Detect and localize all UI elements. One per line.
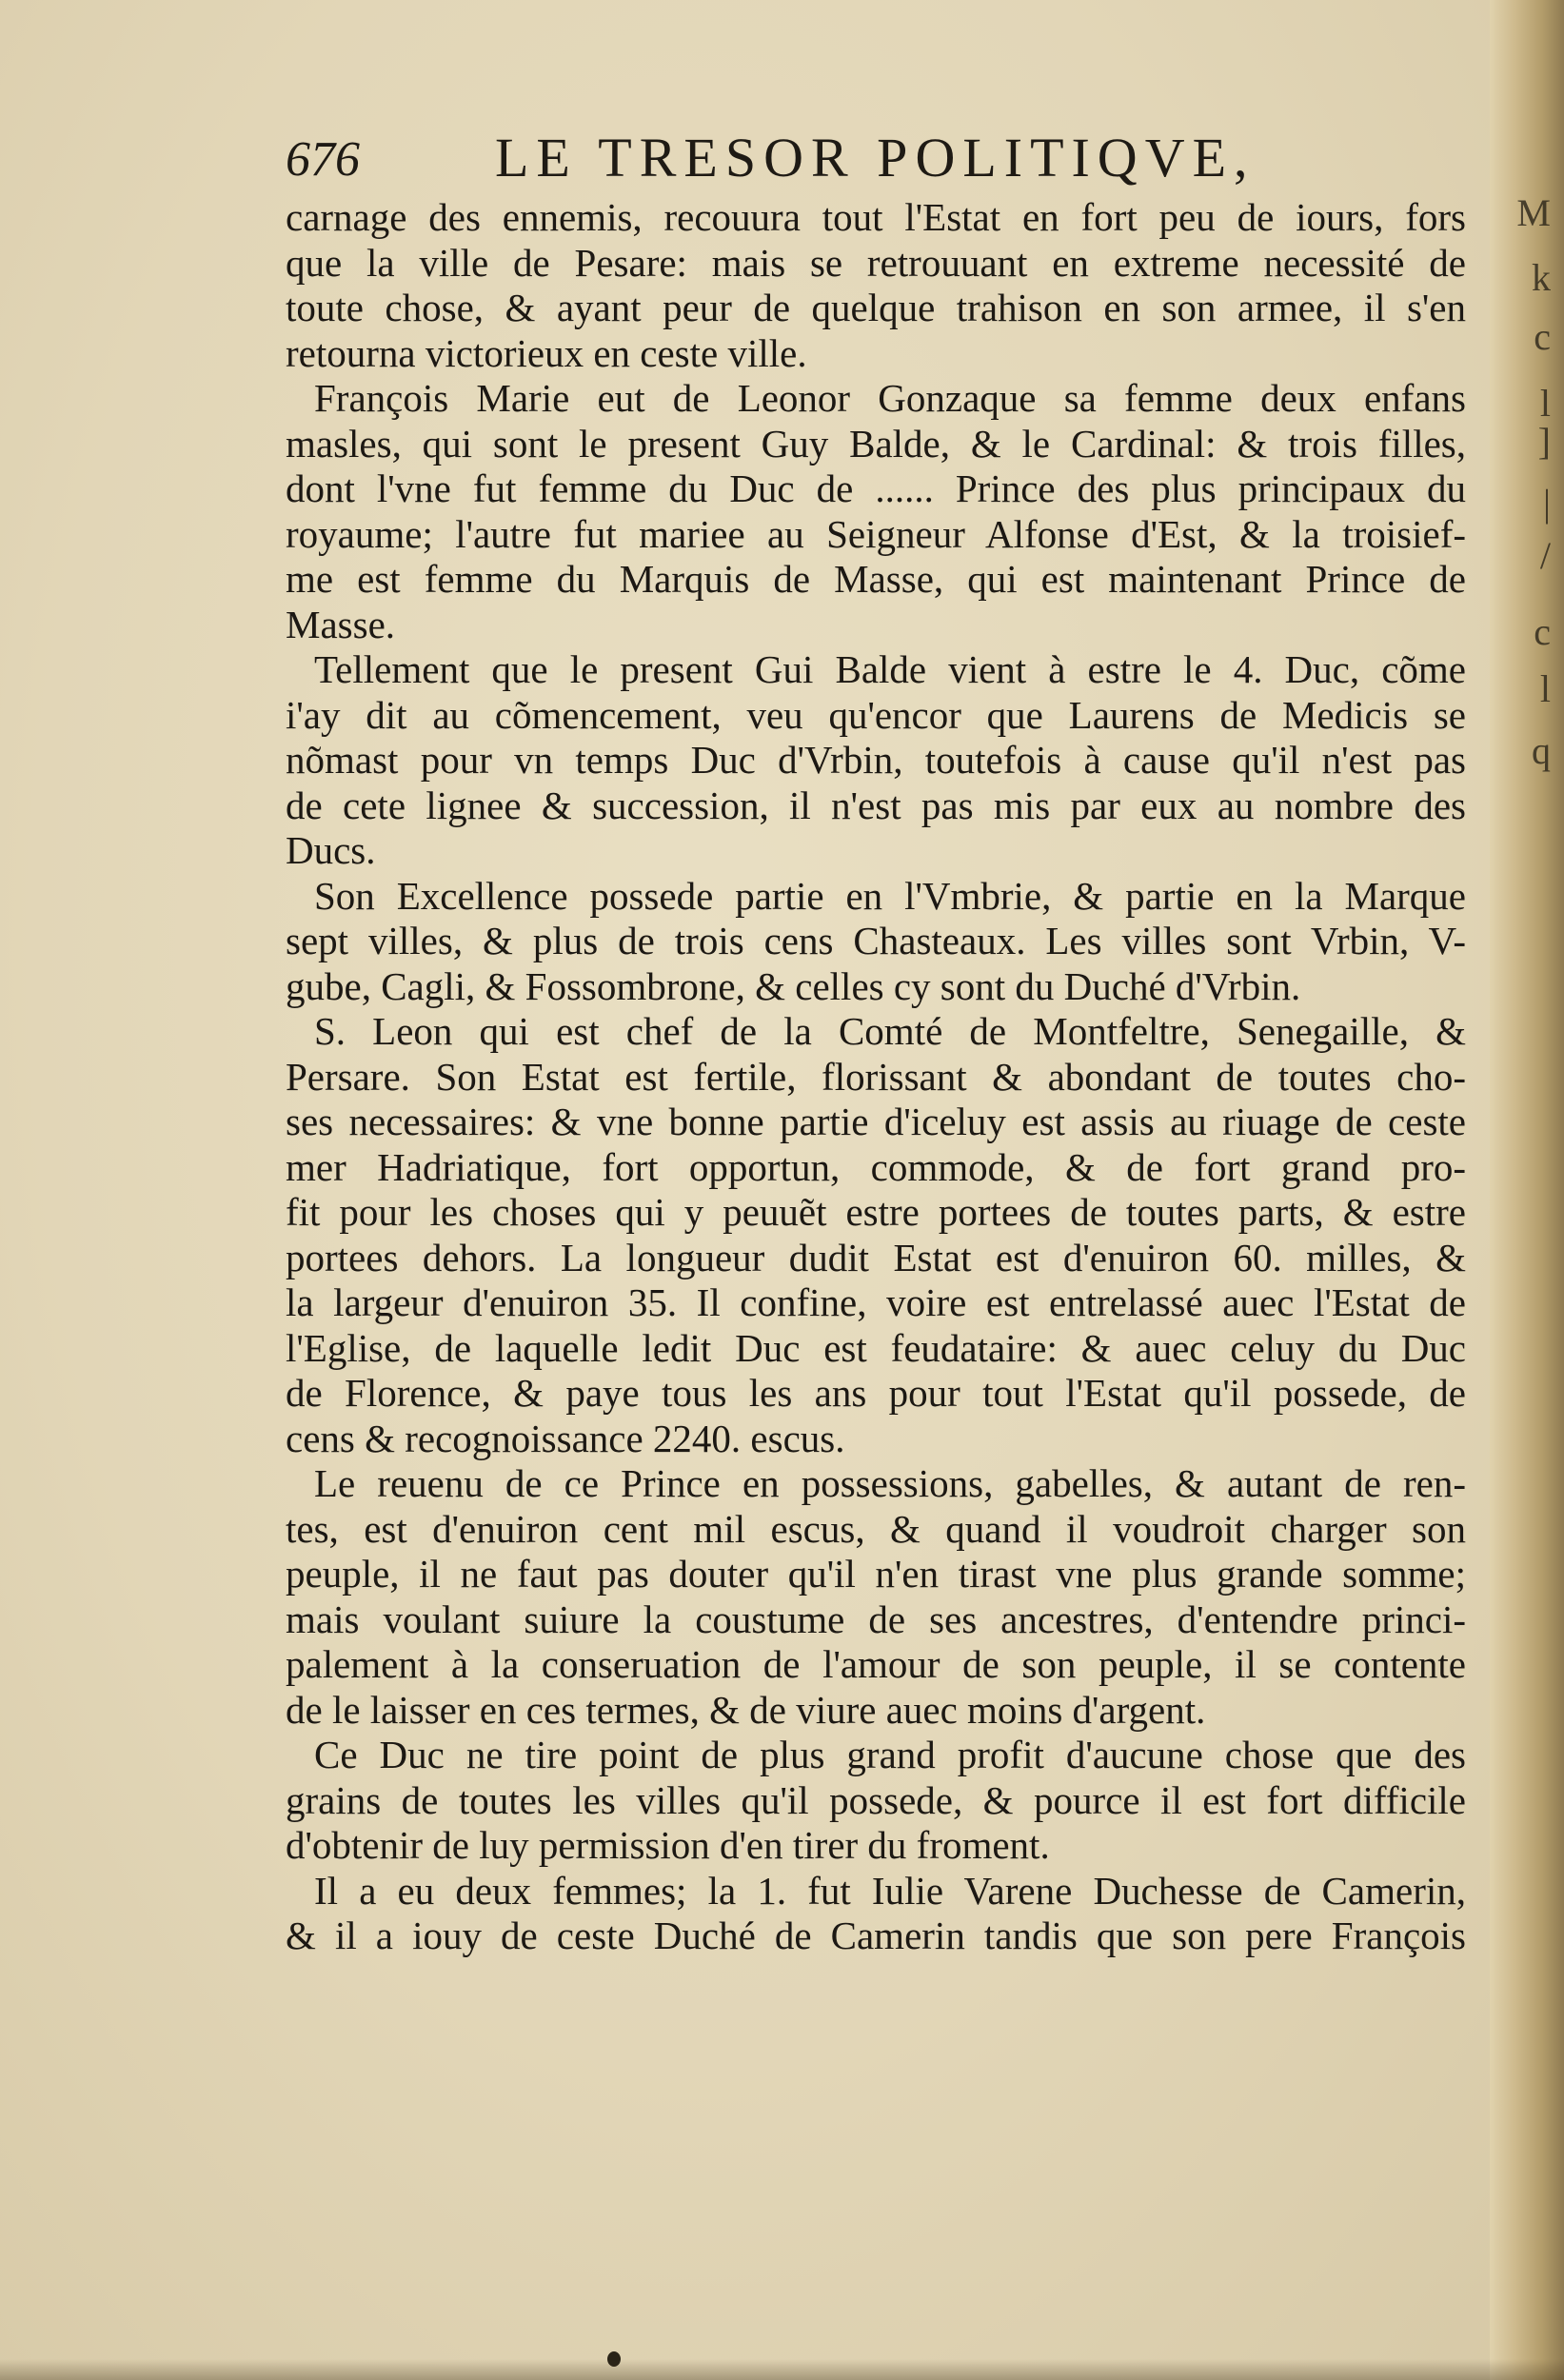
- text-line: Son Excellence possede partie en l'Vmbrie, & partie en la Marque: [314, 873, 1466, 918]
- text-line: tes, est d'enuiron cent mil escus, & quand il voudroit charger son: [286, 1506, 1466, 1551]
- text-line: nõmast pour vn temps Duc d'Vrbin, toutefois à cause qu'il n'est pas: [286, 738, 1466, 782]
- text-line: Le reuenu de ce Prince en possessions, gabelles, & autant de ren-: [314, 1461, 1466, 1505]
- text-line: de le laisser en ces termes, & de viure auec moins d'argent.: [286, 1687, 1206, 1732]
- text-line: i'ay dit au cõmencement, veu qu'encor que Laurens de Medicis se: [286, 692, 1466, 737]
- text-line: toute chose, & ayant peur de quelque trahison en son armee, il s'en: [286, 286, 1466, 329]
- text-line: Persare. Son Estat est fertile, florissant & abondant de toutes cho-: [286, 1054, 1466, 1099]
- page-number: 676: [286, 132, 360, 187]
- gutter-glyph: ]: [1537, 420, 1551, 463]
- text-line: que la ville de Pesare: mais se retrouuant en extreme necessité de: [286, 240, 1466, 285]
- facing-page-gutter: [1490, 0, 1564, 2380]
- text-line: royaume; l'autre fut mariee au Seigneur Alfonse d'Est, & la troisief-: [286, 511, 1466, 556]
- text-line: me est femme du Marquis de Masse, qui est maintenant Prince de: [286, 557, 1466, 601]
- text-line: la largeur d'enuiron 35. Il confine, voire est entrelassé auec l'Estat de: [286, 1280, 1466, 1324]
- text-line: Ducs.: [286, 828, 376, 872]
- text-line: & il a iouy de ceste Duché de Camerin tandis que son pere François: [286, 1914, 1466, 1957]
- text-line: fit pour les choses qui y peuuẽt estre portees de toutes parts, & estre: [286, 1190, 1466, 1234]
- text-line: carnage des ennemis, recouura tout l'Estat en fort peu de iours, fors: [286, 195, 1466, 239]
- text-line: sept villes, & plus de trois cens Chasteaux. Les villes sont Vrbin, V-: [286, 919, 1466, 962]
- text-line: S. Leon qui est chef de la Comté de Montfeltre, Senegaille, &: [314, 1009, 1466, 1053]
- gutter-glyph: k: [1532, 256, 1551, 299]
- text-line: mais voulant suiure la coustume de ses ancestres, d'entendre princi-: [286, 1597, 1466, 1641]
- gutter-glyph: q: [1532, 729, 1551, 772]
- gutter-glyph: |: [1542, 482, 1551, 525]
- text-line: Il a eu deux femmes; la 1. fut Iulie Varene Duchesse de Camerin,: [314, 1868, 1466, 1913]
- gutter-glyph: c: [1534, 315, 1551, 358]
- text-line: l'Eglise, de laquelle ledit Duc est feudataire: & auec celuy du Duc: [286, 1325, 1466, 1370]
- text-line: masles, qui sont le present Guy Balde, & le Cardinal: & trois filles,: [286, 421, 1466, 466]
- gutter-glyph: /: [1539, 534, 1551, 577]
- gutter-glyph: l: [1539, 382, 1551, 425]
- text-line: dont l'vne fut femme du Duc de ...... Prince des plus principaux du: [286, 466, 1466, 510]
- gutter-glyph: l: [1539, 667, 1551, 710]
- text-line: de cete lignee & succession, il n'est pas mis par eux au nombre des: [286, 783, 1466, 827]
- text-line: grains de toutes les villes qu'il possede, & pource il est fort difficile: [286, 1777, 1466, 1822]
- text-line: mer Hadriatique, fort opportun, commode, & de fort grand pro-: [286, 1144, 1466, 1189]
- text-line: palement à la conseruation de l'amour de son peuple, il se contente: [286, 1642, 1466, 1686]
- text-line: François Marie eut de Leonor Gonzaque sa femme deux enfans: [314, 376, 1466, 420]
- text-line: peuple, il ne faut pas douter qu'il n'en tirast vne plus grande somme;: [286, 1552, 1466, 1596]
- page-header: [286, 122, 1475, 188]
- text-line: retourna victorieux en ceste ville.: [286, 330, 807, 375]
- gutter-glyph: c: [1534, 610, 1551, 653]
- gutter-glyph: M: [1516, 191, 1551, 234]
- running-title: LE TRESOR POLITIQVE,: [495, 127, 1256, 188]
- text-line: gube, Cagli, & Fossombrone, & celles cy sont du Duché d'Vrbin.: [286, 963, 1301, 1008]
- text-line: Masse.: [286, 602, 396, 646]
- text-line: Ce Duc ne tire point de plus grand profit d'aucune chose que des: [314, 1733, 1466, 1776]
- text-line: d'obtenir de luy permission d'en tirer du froment.: [286, 1823, 1050, 1867]
- text-line: Tellement que le present Gui Balde vient à estre le 4. Duc, cõme: [314, 647, 1466, 691]
- text-line: cens & recognoissance 2240. escus.: [286, 1416, 845, 1460]
- text-line: ses necessaires: & vne bonne partie d'iceluy est assis au riuage de ceste: [286, 1100, 1466, 1143]
- text-body: [286, 195, 1466, 1959]
- text-line: portees dehors. La longueur dudit Estat est d'enuiron 60. milles, &: [286, 1235, 1466, 1279]
- text-line: de Florence, & paye tous les ans pour tout l'Estat qu'il possede, de: [286, 1371, 1466, 1415]
- page-bottom-shadow: [0, 2359, 1564, 2380]
